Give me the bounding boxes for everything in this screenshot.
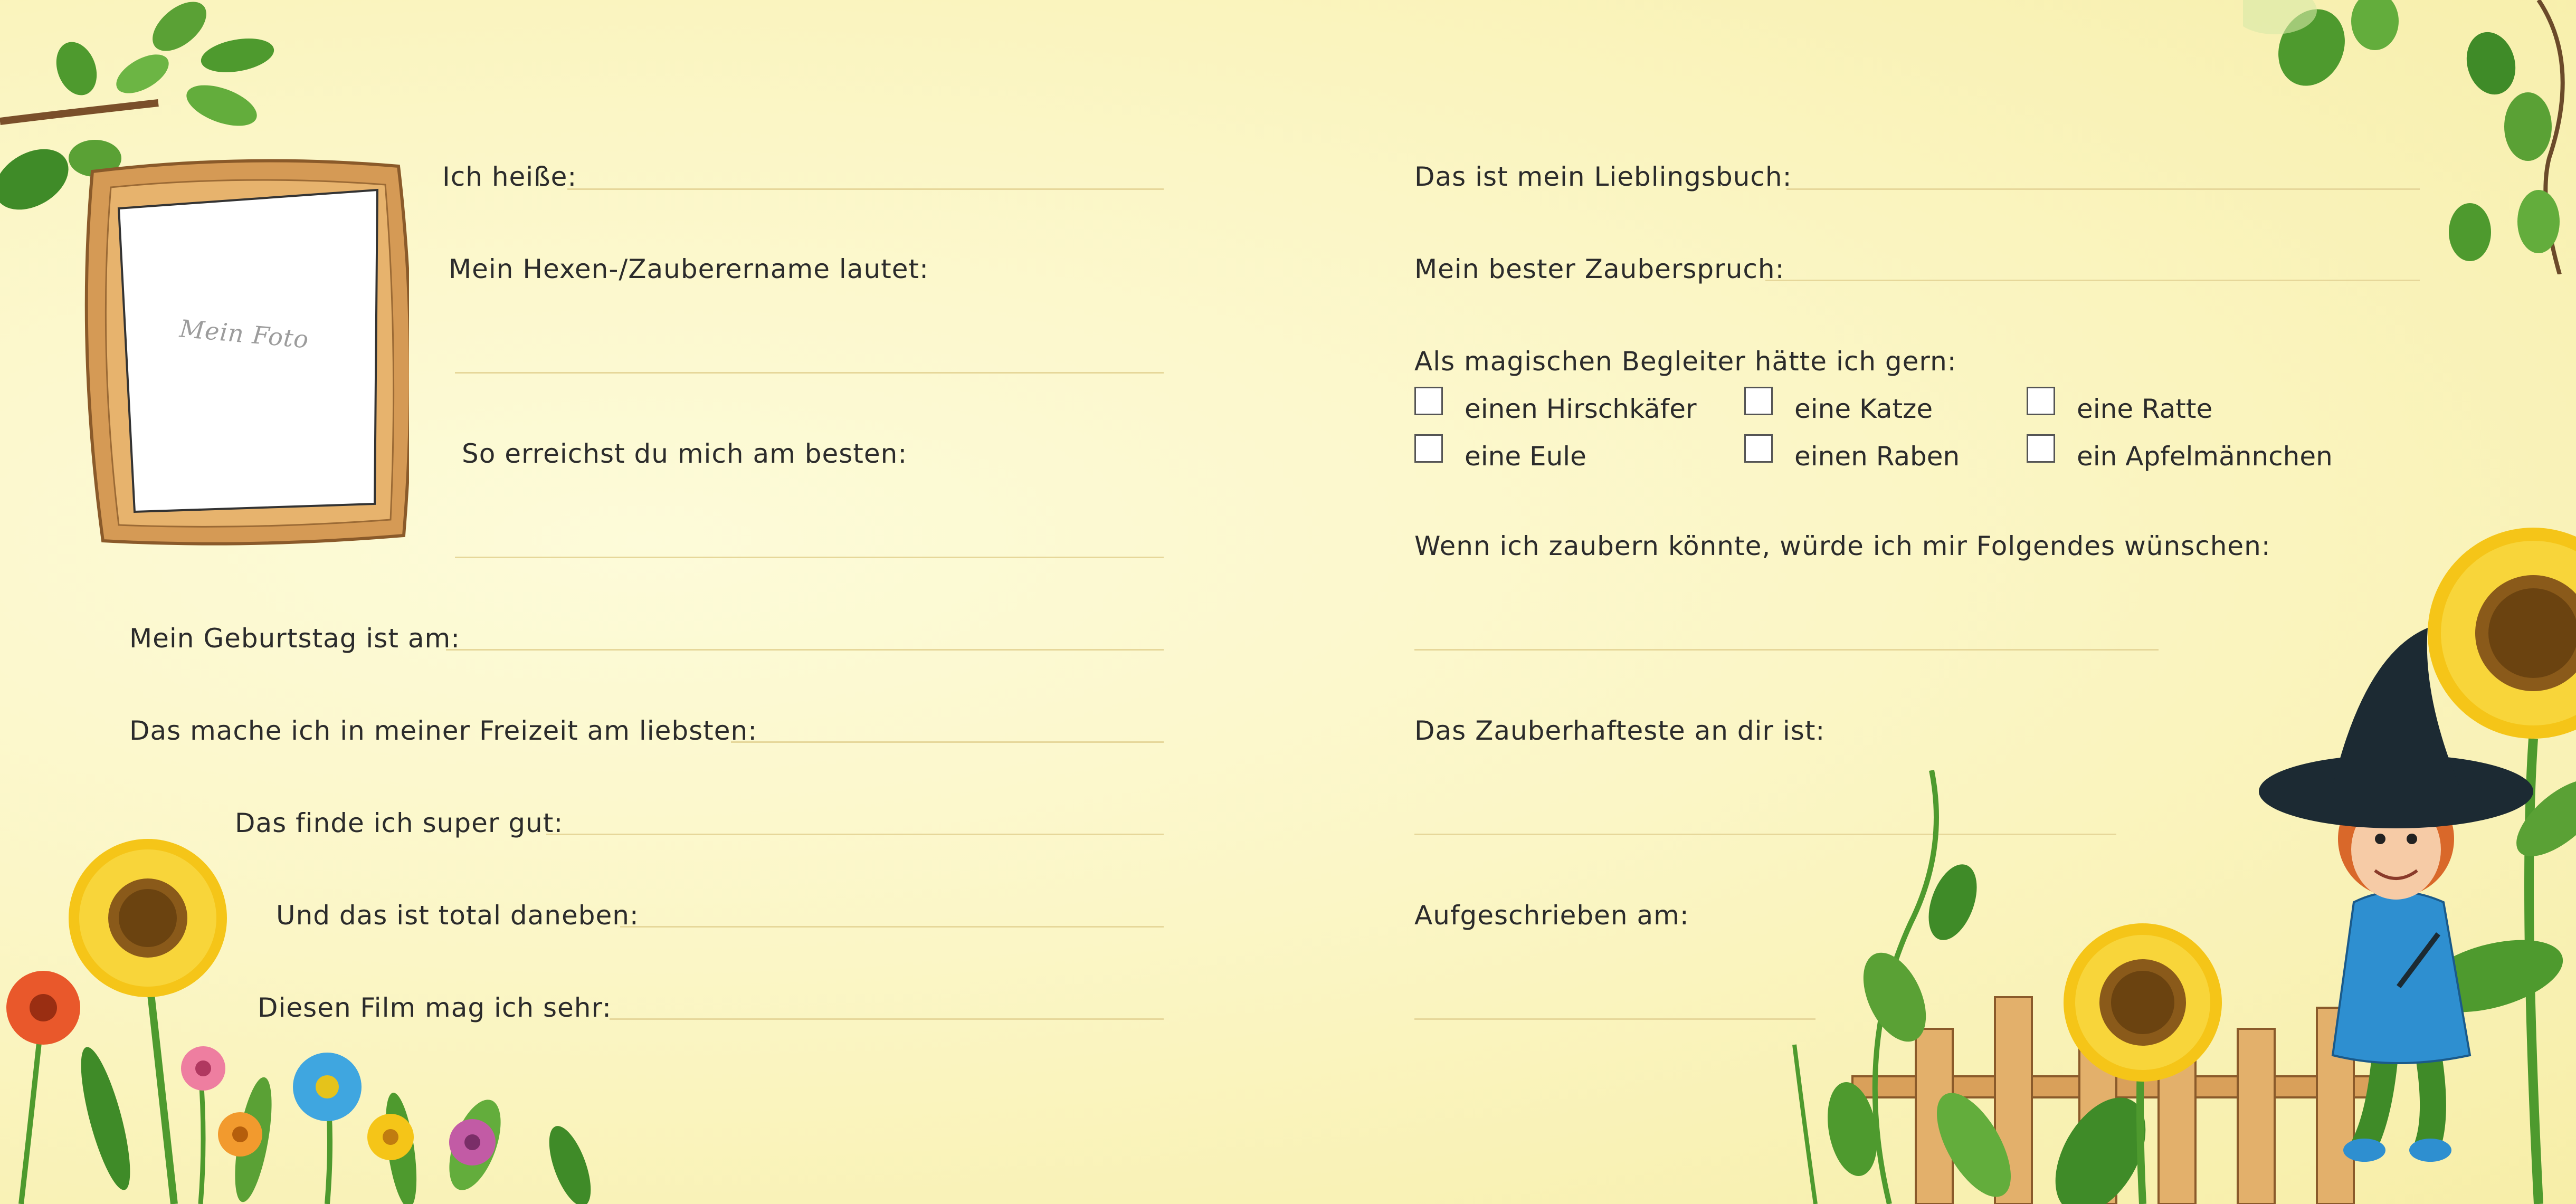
magical-label: Das Zauberhafteste an dir ist: [1414, 715, 1826, 746]
hobby-line[interactable] [731, 741, 1164, 743]
contact-line[interactable] [455, 557, 1164, 558]
dislikes-line[interactable] [620, 926, 1164, 928]
contact-label: So erreichst du mich am besten: [462, 438, 908, 469]
wish-label: Wenn ich zaubern könnte, würde ich mir Folgendes wünschen: [1414, 531, 2271, 561]
companion-option-6: ein Apfelmännchen [2077, 441, 2333, 472]
dislikes-label: Und das ist total daneben: [276, 900, 639, 931]
birthday-label: Mein Geburtstag ist am: [129, 623, 461, 654]
photo-frame[interactable] [82, 156, 409, 546]
frame-border-icon [82, 156, 409, 546]
companion-checkbox-5[interactable] [1744, 434, 1773, 463]
book-line[interactable] [1786, 188, 2420, 190]
companion-checkbox-1[interactable] [1414, 387, 1443, 415]
companion-checkbox-3[interactable] [2027, 387, 2055, 415]
hobby-label: Das mache ich in meiner Freizeit am liebsten: [129, 715, 758, 746]
companion-question-label: Als magischen Begleiter hätte ich gern: [1414, 346, 1957, 377]
companion-option-4: eine Eule [1465, 441, 1586, 472]
film-line[interactable] [610, 1018, 1164, 1020]
likes-label: Das finde ich super gut: [235, 808, 564, 838]
name-line[interactable] [567, 188, 1164, 190]
flowers-bottom-left [0, 823, 623, 1204]
name-label: Ich heiße: [442, 161, 577, 192]
vine-leaves-top-right [2243, 0, 2576, 274]
spell-line[interactable] [1765, 280, 2420, 281]
companion-checkbox-2[interactable] [1744, 387, 1773, 415]
companion-checkbox-4[interactable] [1414, 434, 1443, 463]
spell-label: Mein bester Zauberspruch: [1414, 254, 1785, 284]
witch-garden-illustration [1773, 522, 2576, 1204]
companion-option-2: eine Katze [1794, 394, 1933, 424]
likes-line[interactable] [546, 834, 1164, 835]
companion-option-1: einen Hirschkäfer [1465, 394, 1697, 424]
written-line[interactable] [1414, 1018, 1815, 1020]
witch-name-line[interactable] [455, 372, 1164, 374]
right-page [1288, 0, 2576, 1204]
photo-frame-label: Mein Foto [178, 314, 310, 354]
book-label: Das ist mein Lieblingsbuch: [1414, 161, 1792, 192]
companion-checkbox-6[interactable] [2027, 434, 2055, 463]
film-label: Diesen Film mag ich sehr: [258, 992, 612, 1023]
witch-name-label: Mein Hexen-/Zauberername lautet: [449, 254, 929, 284]
written-label: Aufgeschrieben am: [1414, 900, 1689, 931]
companion-option-3: eine Ratte [2077, 394, 2213, 424]
companion-option-5: einen Raben [1794, 441, 1960, 472]
birthday-line[interactable] [446, 649, 1164, 651]
